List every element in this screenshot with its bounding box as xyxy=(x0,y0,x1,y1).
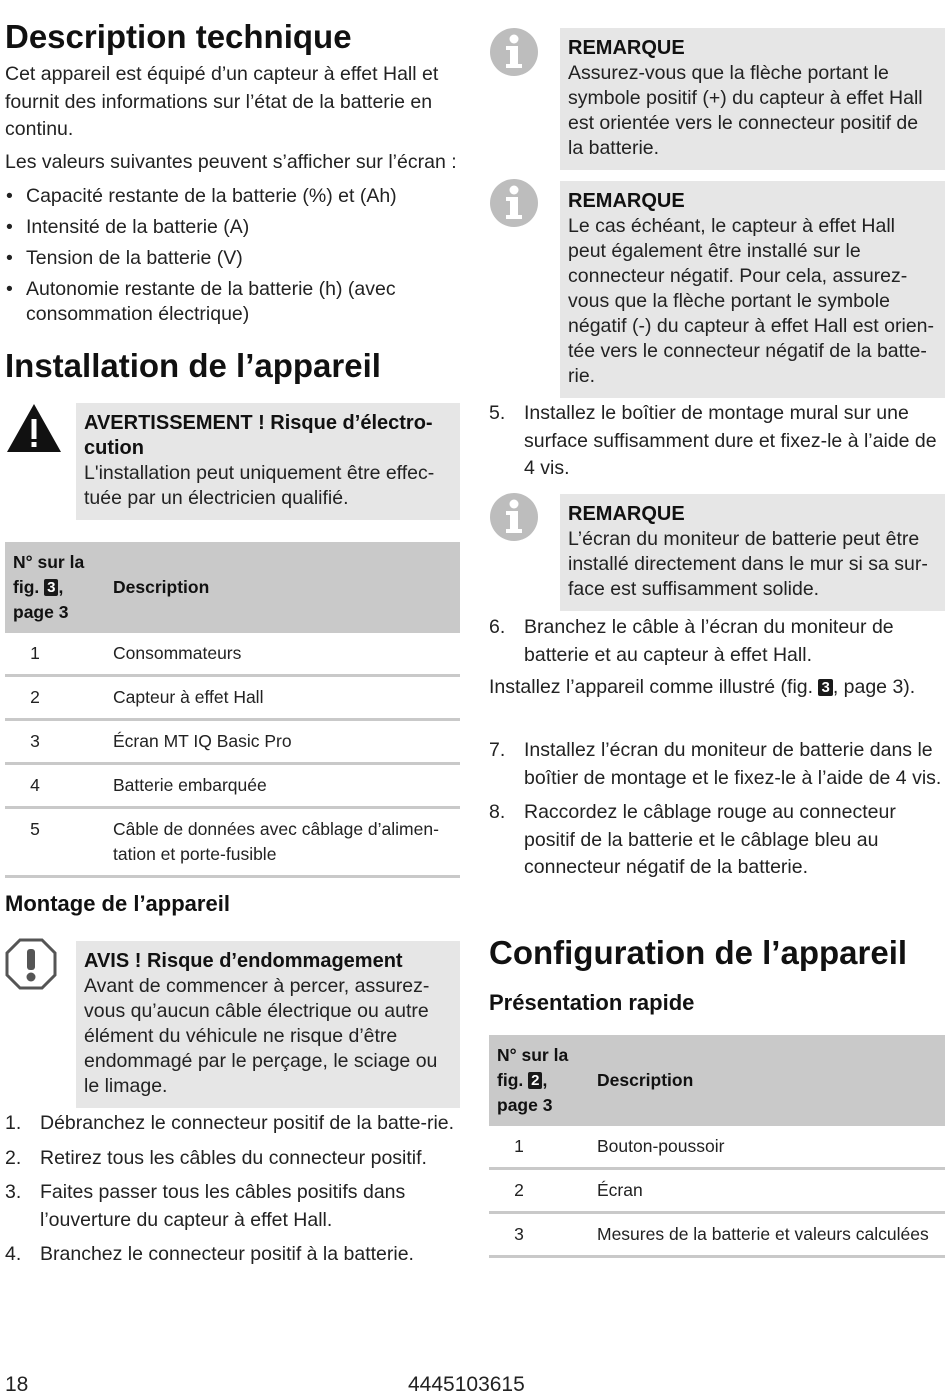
row-description: Écran xyxy=(589,1169,945,1213)
page-number: 18 xyxy=(5,1373,29,1396)
table-header-number xyxy=(489,1035,589,1126)
remark-title: REMARQUE xyxy=(568,190,685,212)
list-item xyxy=(5,1241,455,1269)
row-number: 3 xyxy=(489,1213,589,1257)
list-item xyxy=(489,799,945,882)
row-number: 3 xyxy=(5,720,105,764)
install-line-suffix: , page 3). xyxy=(832,676,916,698)
row-description: Capteur à effet Hall xyxy=(105,676,460,720)
header-label-suffix: , page 3 xyxy=(13,577,69,622)
remark-text: L’écran du moniteur de batterie peut être installé directement dans le mur si sa sur-face est suffisamment solide. xyxy=(568,528,928,600)
row-description: Mesures de la batterie et valeurs calculées xyxy=(589,1213,945,1257)
table-row xyxy=(489,1126,945,1169)
warning-text: L'installation peut uniquement être effec-tuée par un électricien qualifié. xyxy=(84,462,435,509)
list-item xyxy=(489,400,945,483)
list-item xyxy=(489,737,945,792)
mounting-steps-list xyxy=(5,1110,455,1269)
table-row xyxy=(5,764,460,808)
info-icon xyxy=(489,178,539,228)
document-number: 4445103615 xyxy=(408,1373,525,1396)
info-icon xyxy=(489,27,539,77)
info-icon xyxy=(489,492,539,542)
figure-badge: 2 xyxy=(528,1072,542,1089)
row-description: Bouton-poussoir xyxy=(589,1126,945,1169)
table-row xyxy=(5,720,460,764)
step-text: Débranchez le connecteur positif de la batte-rie. xyxy=(40,1112,455,1134)
step-number: 7. xyxy=(489,739,506,761)
notice-title: AVIS ! Risque d’endommagement xyxy=(84,950,403,972)
row-number: 1 xyxy=(489,1126,589,1169)
mounting-heading: Montage de l’appareil xyxy=(5,891,230,916)
row-number: 2 xyxy=(5,676,105,720)
header-label-suffix: , page 3 xyxy=(497,1070,553,1115)
step-text: Branchez le câble à l’écran du moniteur de batterie et au capteur à effet Hall. xyxy=(524,616,894,666)
figure-badge: 3 xyxy=(44,579,58,596)
row-number: 1 xyxy=(5,633,105,676)
tech-description-paragraph: Cet appareil est équipé d’un capteur à effet Hall et fournit des informations sur l’état de la batterie en continu. xyxy=(5,63,439,140)
step-number: 6. xyxy=(489,616,506,638)
display-values-list xyxy=(5,184,435,333)
step-number: 2. xyxy=(5,1146,22,1169)
step-text: Retirez tous les câbles du connecteur positif. xyxy=(40,1146,427,1169)
table-row xyxy=(5,676,460,720)
remark-title: REMARQUE xyxy=(568,37,685,59)
installation-step-6 xyxy=(489,614,945,669)
table-row xyxy=(5,633,460,676)
table-row xyxy=(489,1213,945,1257)
list-item xyxy=(5,1179,455,1234)
overview-heading: Présentation rapide xyxy=(489,990,695,1015)
warning-title: AVERTISSEMENT ! Risque d’électro-cution xyxy=(84,412,433,459)
list-item xyxy=(5,1145,455,1173)
installation-heading: Installation de l’appareil xyxy=(5,347,381,384)
list-item: • Capacité restante de la batterie (%) et (Ah) xyxy=(5,184,435,209)
header-label: N° sur la fig. xyxy=(13,552,85,597)
warning-triangle-icon xyxy=(5,402,63,454)
table-header-description: Description xyxy=(589,1035,945,1126)
notice-box xyxy=(76,941,460,1108)
table-row xyxy=(489,1169,945,1213)
step-number: 3. xyxy=(5,1181,22,1203)
configuration-heading: Configuration de l’appareil xyxy=(489,934,908,971)
step-text: Faites passer tous les câbles positifs dans l’ouverture du capteur à effet Hall. xyxy=(40,1181,406,1231)
step-text: Installez le boîtier de montage mural sur une surface suffisamment dure et fixez-le à l’aide de 4 vis. xyxy=(524,402,937,479)
step-number: 5. xyxy=(489,402,506,424)
installation-step-5 xyxy=(489,400,945,483)
remark-text: Le cas échéant, le capteur à effet Hall peut également être installé sur le connecteur négatif. Pour cela, assurez-vous que la flèche portant le symbole négatif (-) du capteur à effet Hall est orien-tée vers le connecteur négatif de la batte-rie. xyxy=(568,215,934,387)
step-number: 4. xyxy=(5,1243,22,1265)
display-values-intro: Les valeurs suivantes peuvent s’afficher sur l’écran : xyxy=(5,151,457,173)
step-text: Installez l’écran du moniteur de batterie dans le boîtier de montage et le fixez-le à l’aide de 4 vis. xyxy=(524,739,942,789)
step-number: 1. xyxy=(5,1112,22,1134)
row-description: Batterie embarquée xyxy=(105,764,460,808)
notice-exclamation-icon xyxy=(5,938,57,990)
header-label: N° sur la fig. xyxy=(497,1045,569,1090)
list-item: • Intensité de la batterie (A) xyxy=(5,215,435,240)
row-number: 2 xyxy=(489,1169,589,1213)
table-header-number xyxy=(5,542,105,633)
installation-steps-7-8 xyxy=(489,737,945,882)
row-description: Câble de données avec câblage d’alimen-tation et porte-fusible xyxy=(105,808,460,877)
table-row xyxy=(5,808,460,877)
row-description: Consommateurs xyxy=(105,633,460,676)
step-number: 8. xyxy=(489,801,506,823)
components-table xyxy=(5,542,460,878)
install-line-text: Installez l’appareil comme illustré (fig. xyxy=(489,676,814,698)
remark-box-2 xyxy=(560,181,945,398)
overview-table xyxy=(489,1035,945,1258)
list-item: • Tension de la batterie (V) xyxy=(5,246,435,271)
list-item xyxy=(489,614,945,669)
remark-box-1 xyxy=(560,28,945,170)
figure-badge: 3 xyxy=(818,679,832,696)
row-number: 5 xyxy=(5,808,105,877)
list-item xyxy=(5,1110,455,1138)
remark-box-3 xyxy=(560,494,945,611)
install-illustrated-line xyxy=(489,674,945,702)
tech-description-heading: Description technique xyxy=(5,18,352,55)
row-description: Écran MT IQ Basic Pro xyxy=(105,720,460,764)
notice-text: Avant de commencer à percer, assurez-vous qu’aucun câble électrique ou autre élément du véhicule ne risque d’être endommagé par le perçage, le sciage ou le limage. xyxy=(84,975,438,1097)
warning-box xyxy=(76,403,460,520)
step-text: Raccordez le câblage rouge au connecteur positif de la batterie et le câblage bleu au connecteur négatif de la batterie. xyxy=(524,801,896,878)
table-header-description: Description xyxy=(105,542,460,633)
row-number: 4 xyxy=(5,764,105,808)
list-item: • Autonomie restante de la batterie (h) (avec consommation électrique) xyxy=(5,277,435,327)
remark-title: REMARQUE xyxy=(568,503,685,525)
remark-text: Assurez-vous que la flèche portant le symbole positif (+) du capteur à effet Hall est orientée vers le connecteur positif de la batterie. xyxy=(568,62,923,159)
step-text: Branchez le connecteur positif à la batterie. xyxy=(40,1243,414,1265)
